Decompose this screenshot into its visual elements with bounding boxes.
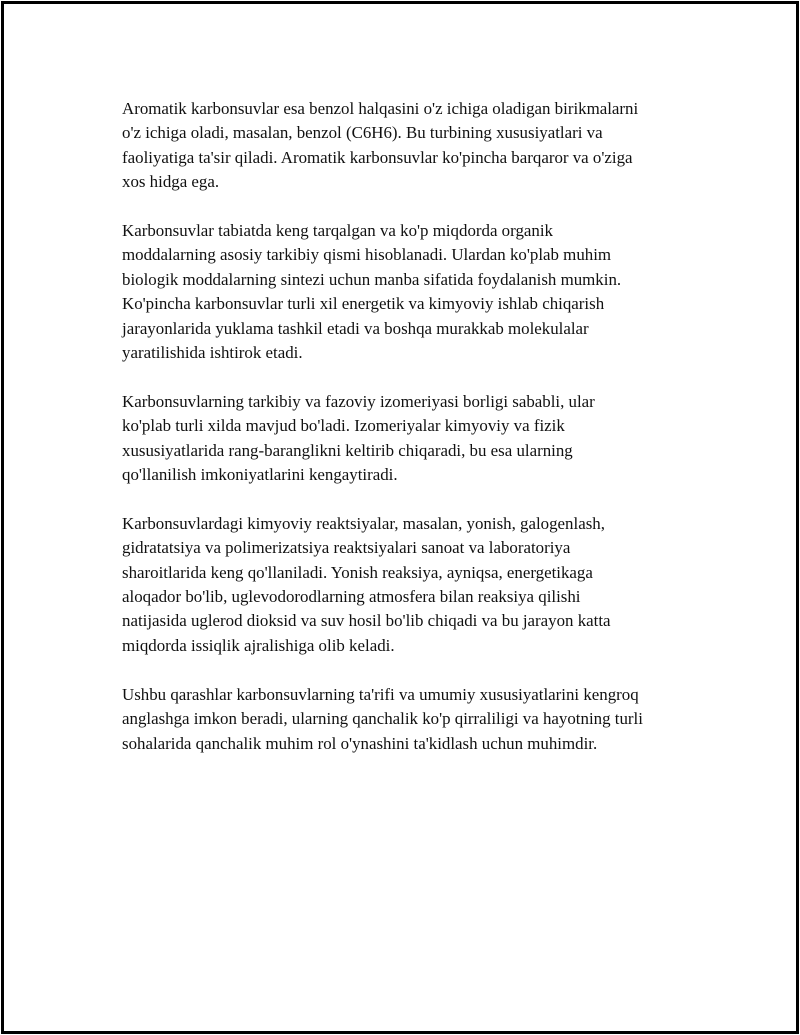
paragraph-distribution: Karbonsuvlar tabiatda keng tarqalgan va ko'p miqdorda organik moddalarning asosiy tarkibiy qismi hisoblanadi. Ulardan ko'plab muhim biologik moddalarning sintezi uchun manba sifatida foydalanish mumkin. Ko'pincha karbonsuvlar turli xil energetik va kimyoviy ishlab chiqarish jarayonlarida yuklama tashkil etadi va boshqa murakkab molekulalar yaratilishida ishtirok etadi. (122, 221, 622, 363)
page-frame (1, 1, 799, 1034)
paragraph-aromatic: Aromatik karbonsuvlar esa benzol halqasini o'z ichiga oladigan birikmalarni o'z ichiga oladi, masalan, benzol (C6H6). Bu turbining xususiyatlari va faoliyatiga ta'sir qiladi. Aromatik karbonsuvlar ko'pincha barqaror va o'ziga xos hidga ega. (122, 99, 639, 192)
paragraph-isomerism: Karbonsuvlarning tarkibiy va fazoviy izomeriyasi borligi sababli, ular ko'plab turli xilda mavjud bo'ladi. Izomeriyalar kimyoviy va fizik xususiyatlarida rang-baranglikni keltirib chiqaradi, bu esa ularning qo'llanilish imkoniyatlarini kengaytiradi. (122, 391, 595, 485)
paragraph-reactions: Karbonsuvlardagi kimyoviy reaktsiyalar, masalan, yonish, galogenlash, gidratatsiya va polimerizatsiya reaktsiyalari sanoat va laboratoriya sharoitlarida keng qo'llaniladi. Yonish reaksiya, ayniqsa, energetikaga aloqador bo'lib, uglevodorodlarning atmosfera bilan reaksiya qilishi natijasida uglerod dioksid va suv hosil bo'lib chiqadi va bu jarayon katta miqdorda issiqlik ajralishiga olib keladi. (122, 513, 611, 655)
paragraph-conclusion: Ushbu qarashlar karbonsuvlarning ta'rifi va umumiy xususiyatlarini kengroq anglashga imkon beradi, ularning qanchalik ko'p qirraliligi va hayotning turli sohalarida qanchalik muhim rol o'ynashini ta'kidlash uchun muhimdir. (122, 684, 643, 753)
document-body (122, 97, 712, 780)
